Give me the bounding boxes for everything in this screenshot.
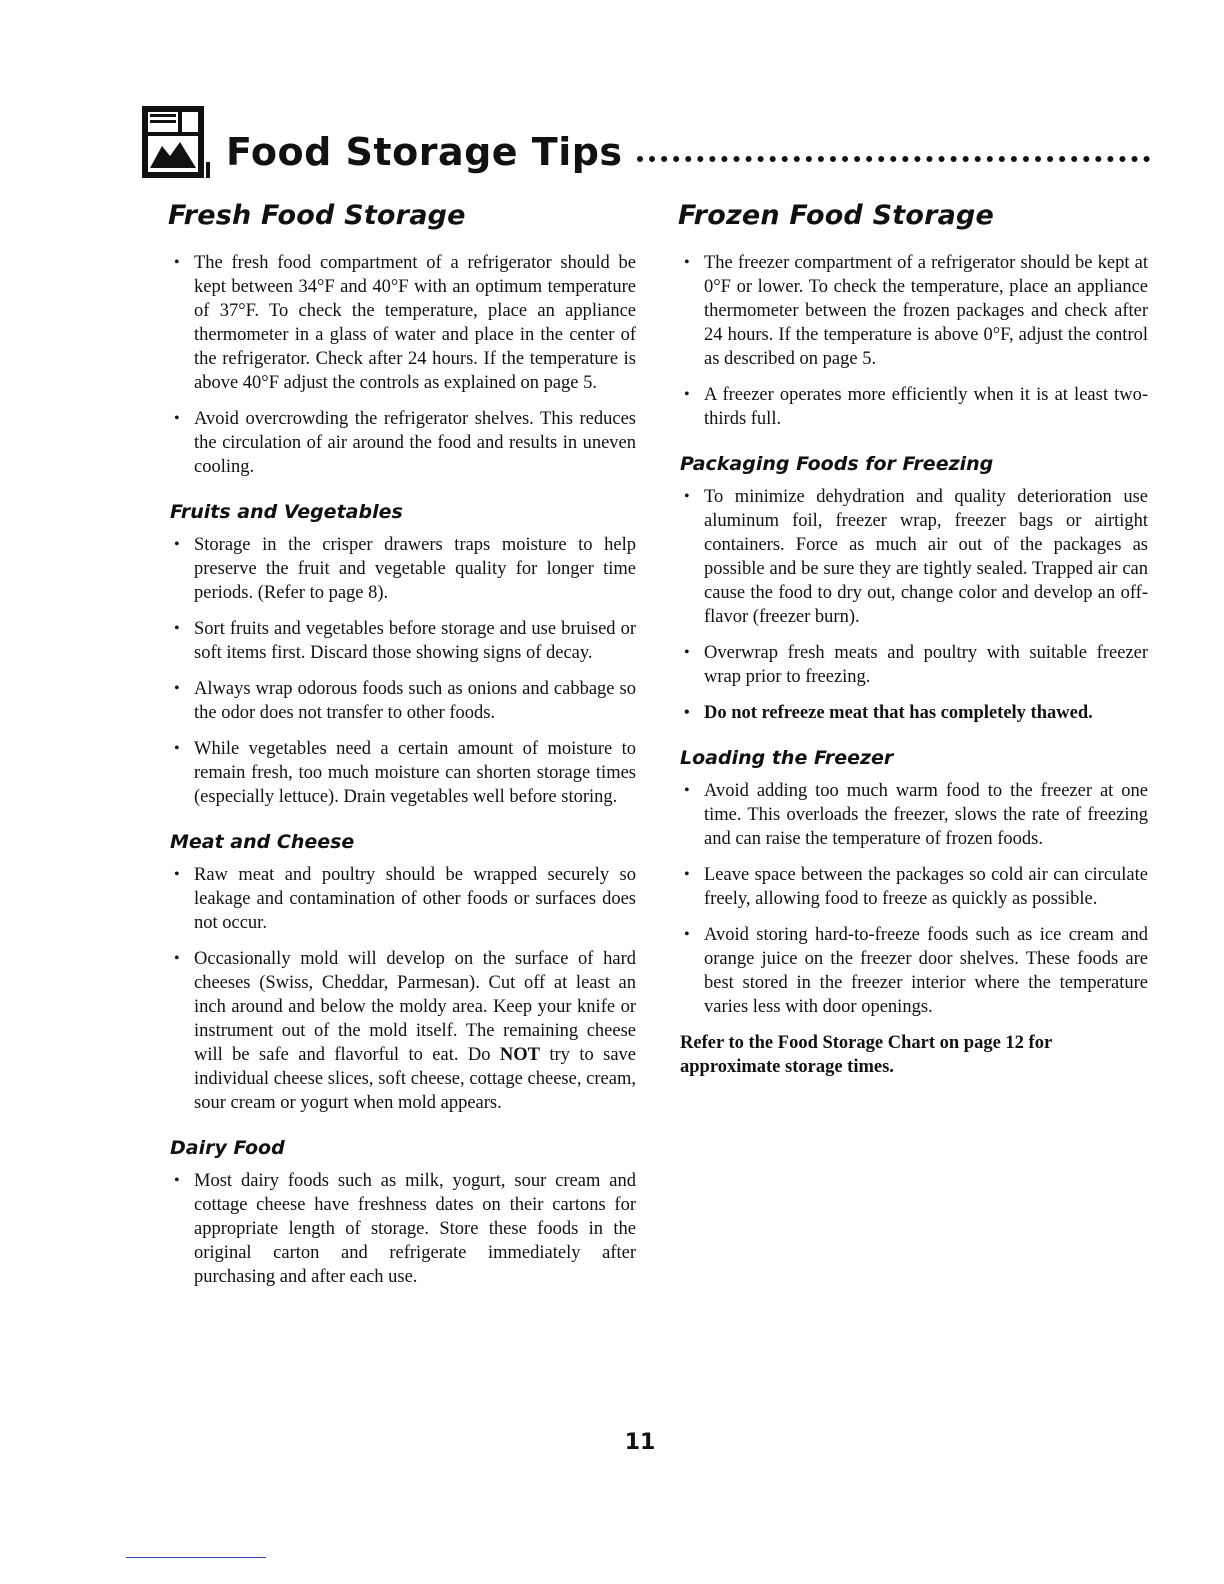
list-item: • Avoid overcrowding the refrigerator shelves. This reduces the circulation of air around the food and results in uneven cooling. xyxy=(174,407,636,479)
fresh-food-column xyxy=(168,200,636,1301)
fruits-vegetables-list xyxy=(168,533,636,809)
list-item: • Overwrap fresh meats and poultry with suitable freezer wrap prior to freezing. xyxy=(684,641,1148,689)
list-item: • Always wrap odorous foods such as onions and cabbage so the odor does not transfer to other foods. xyxy=(174,677,636,725)
list-item: • Sort fruits and vegetables before storage and use bruised or soft items first. Discard those showing signs of decay. xyxy=(174,617,636,665)
list-item: • Leave space between the packages so cold air can circulate freely, allowing food to freeze as quickly as possible. xyxy=(684,863,1148,911)
list-item: • While vegetables need a certain amount of moisture to remain fresh, too much moisture can shorten storage times (especially lettuce). Drain vegetables well before storing. xyxy=(174,737,636,809)
storage-chart-note: Refer to the Food Storage Chart on page 12 for approximate storage times. xyxy=(680,1033,1052,1077)
list-item: • Storage in the crisper drawers traps moisture to help preserve the fruit and vegetable quality for longer time periods. (Refer to page 8). xyxy=(174,533,636,605)
meat-cheese-heading: Meat and Cheese xyxy=(170,831,355,853)
list-item xyxy=(174,947,636,1115)
fresh-food-heading: Fresh Food Storage xyxy=(168,200,466,231)
dairy-food-heading: Dairy Food xyxy=(170,1137,285,1159)
mold-text-after: try to save individual cheese slices, soft cheese, cottage cheese, cream, sour cream or yogurt when mold appears. xyxy=(194,1045,636,1113)
mold-text-before: Occasionally mold will develop on the surface of hard cheeses (Swiss, Cheddar, Parmesan). Cut off at least an inch around and below the moldy area. Keep your knife or instrument out of the mold itself. The remaining cheese will be safe and flavorful to eat. Do xyxy=(194,949,636,1065)
list-item: • To minimize dehydration and quality deterioration use aluminum foil, freezer wrap, freezer bags or airtight containers. Force as much air out of the packages as possible and be sure they are tightly sealed. Trapped air can cause the food to dry out, change color and develop an off-flavor (freezer burn). xyxy=(684,485,1148,629)
frozen-food-heading: Frozen Food Storage xyxy=(678,200,995,231)
list-item: • A freezer operates more efficiently when it is at least two-thirds full. xyxy=(684,383,1148,431)
list-item: • Most dairy foods such as milk, yogurt, sour cream and cottage cheese have freshness dates on their cartons for appropriate length of storage. Store these foods in the original carton and refrigerate immediately after purchasing and after each use. xyxy=(174,1169,636,1289)
list-item: • Avoid adding too much warm food to the freezer at one time. This overloads the freezer, slows the rate of freezing and can raise the temperature of frozen foods. xyxy=(684,779,1148,851)
fruits-vegetables-heading: Fruits and Vegetables xyxy=(170,501,403,523)
loading-freezer-list xyxy=(678,779,1148,1019)
mold-text-emphasis: NOT xyxy=(499,1045,540,1065)
frozen-food-column xyxy=(678,200,1148,1079)
dot-leader xyxy=(637,156,1150,162)
frozen-intro-list xyxy=(678,251,1148,431)
list-item: • Avoid storing hard-to-freeze foods such as ice cream and orange juice on the freezer door shelves. These foods are best stored in the freezer interior where the temperature varies less with door openings. xyxy=(684,923,1148,1019)
refreeze-warning: • Do not refreeze meat that has completely thawed. xyxy=(684,701,1148,725)
footer-rule xyxy=(126,1557,266,1558)
packaging-heading: Packaging Foods for Freezing xyxy=(680,453,994,475)
page-title: Food Storage Tips xyxy=(226,130,623,174)
page-number: 11 xyxy=(624,1430,656,1455)
fresh-intro-list xyxy=(168,251,636,479)
refrigerator-icon xyxy=(140,102,212,182)
page-header xyxy=(140,102,1150,182)
packaging-list xyxy=(678,485,1148,725)
loading-freezer-heading: Loading the Freezer xyxy=(680,747,894,769)
list-item: • Raw meat and poultry should be wrapped securely so leakage and contamination of other foods or surfaces does not occur. xyxy=(174,863,636,935)
meat-cheese-list xyxy=(168,863,636,1115)
dairy-food-list xyxy=(168,1169,636,1289)
list-item: • The fresh food compartment of a refrigerator should be kept between 34°F and 40°F with an optimum temperature of 37°F. To check the temperature, place an appliance thermometer in a glass of water and place in the center of the refrigerator. Check after 24 hours. If the temperature is above 40°F adjust the controls as explained on page 5. xyxy=(174,251,636,395)
list-item: • The freezer compartment of a refrigerator should be kept at 0°F or lower. To check the temperature, place an appliance thermometer between the frozen packages and check after 24 hours. If the temperature is above 0°F, adjust the control as described on page 5. xyxy=(684,251,1148,371)
